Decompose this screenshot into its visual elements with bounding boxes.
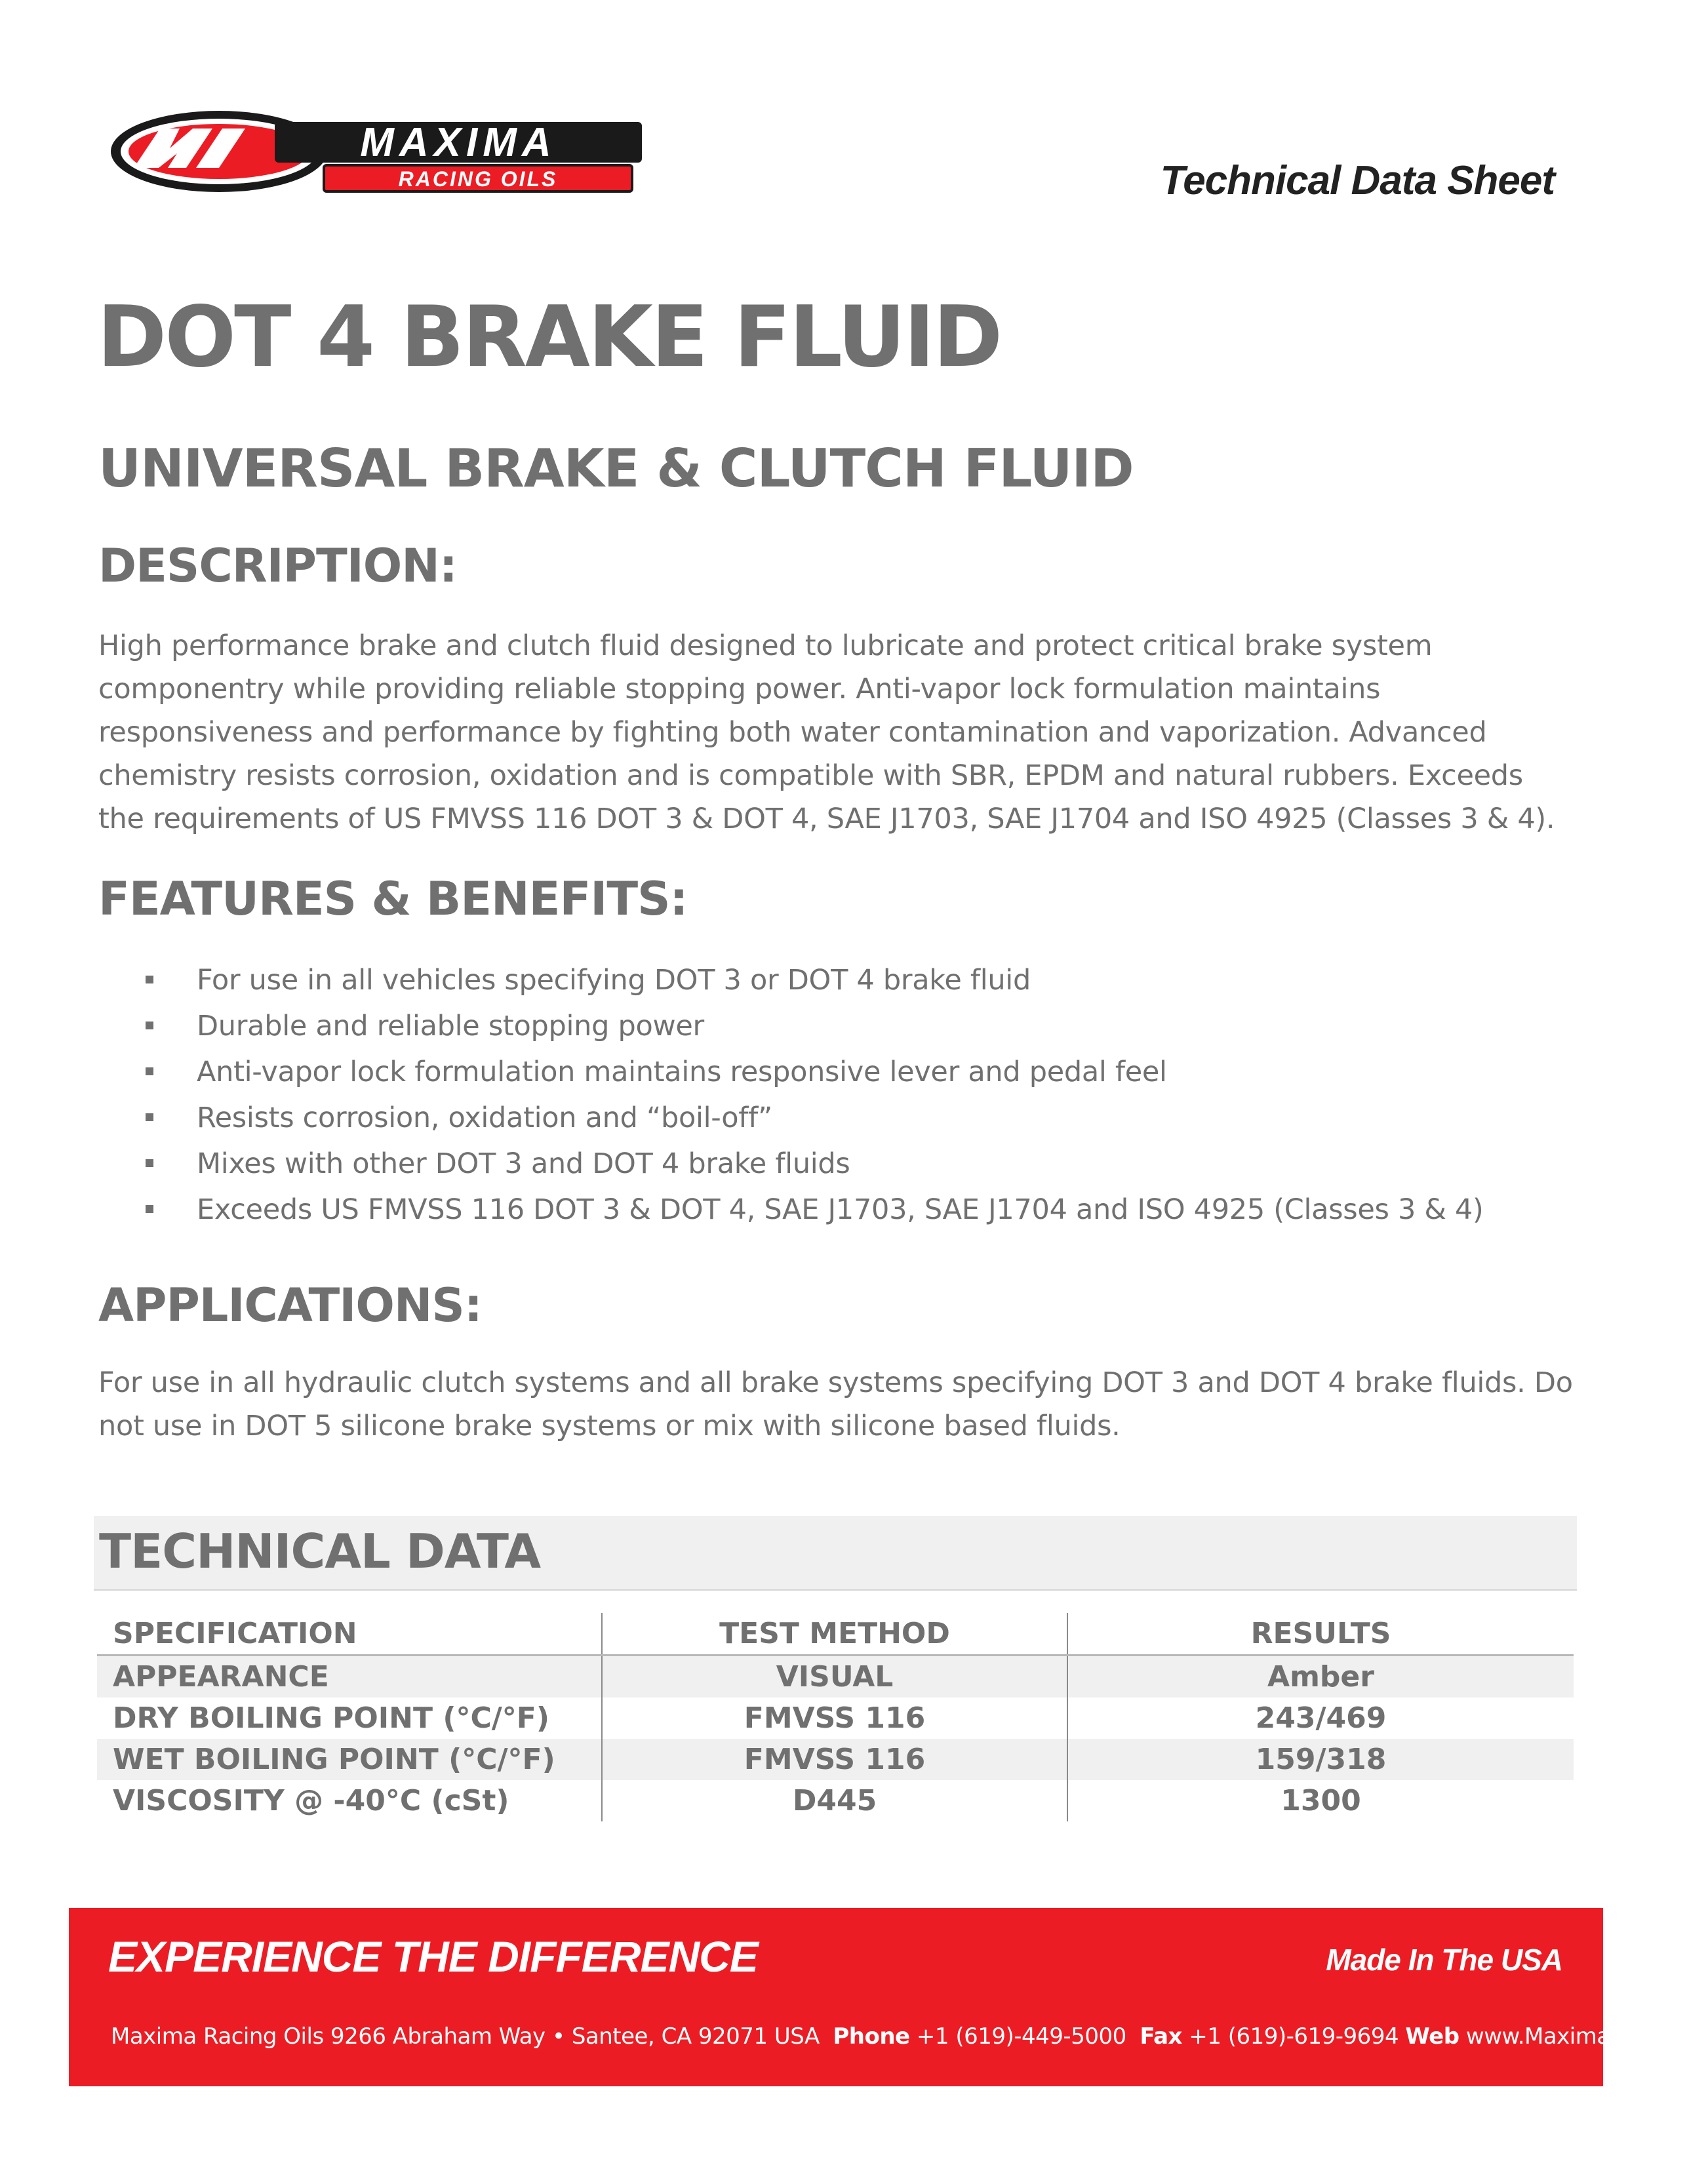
technical-data-heading: TECHNICAL DATA xyxy=(99,1524,541,1579)
footer-band xyxy=(69,1908,1708,2086)
svg-text:MAXIMA: MAXIMA xyxy=(360,120,557,165)
phone-number: +1 (619)-449-5000 xyxy=(916,2023,1126,2050)
method-cell: FMVSS 116 xyxy=(602,1739,1067,1780)
feature-item xyxy=(146,1003,1484,1049)
bullet-icon xyxy=(146,976,153,983)
features-heading: FEATURES & BENEFITS: xyxy=(98,872,688,926)
column-header-test-method: TEST METHOD xyxy=(602,1613,1067,1656)
feature-item xyxy=(146,1095,1484,1141)
feature-item xyxy=(146,1049,1484,1095)
web-label: Web xyxy=(1405,2023,1460,2050)
bullet-icon xyxy=(146,1067,153,1075)
result-cell: 159/318 xyxy=(1067,1739,1574,1780)
table-row xyxy=(97,1697,1574,1739)
method-cell: VISUAL xyxy=(602,1656,1067,1698)
result-cell: Amber xyxy=(1067,1656,1574,1698)
feature-text: Anti-vapor lock formulation maintains responsive lever and pedal feel xyxy=(197,1056,1167,1088)
feature-text: Durable and reliable stopping power xyxy=(197,1010,704,1042)
spec-cell: VISCOSITY @ -40°C (cSt) xyxy=(97,1780,602,1821)
feature-text: Mixes with other DOT 3 and DOT 4 brake fluids xyxy=(197,1147,850,1180)
fax-number: +1 (619)-619-9694 xyxy=(1189,2023,1399,2050)
feature-text: Exceeds US FMVSS 116 DOT 3 & DOT 4, SAE J1703, SAE J1704 and ISO 4925 (Classes 3 & 4) xyxy=(197,1193,1484,1226)
svg-text:RACING OILS: RACING OILS xyxy=(398,167,558,191)
applications-text: For use in all hydraulic clutch systems and all brake systems specifying DOT 3 and DOT 4 brake fluids. Do not use in DOT 5 silicone brake systems or mix with silicone based fluids. xyxy=(98,1366,1573,1442)
feature-text: For use in all vehicles specifying DOT 3 or DOT 4 brake fluid xyxy=(197,964,1031,997)
maxima-racing-oils-logo xyxy=(108,102,645,201)
column-header-specification: SPECIFICATION xyxy=(97,1613,602,1656)
table-row xyxy=(97,1739,1574,1780)
technical-data-band xyxy=(94,1516,1577,1591)
website-link[interactable]: www.MaximaUSA.com xyxy=(1465,2023,1708,2050)
feature-text: Resists corrosion, oxidation and “boil-off” xyxy=(197,1101,772,1134)
footer-slogan: EXPERIENCE THE DIFFERENCE xyxy=(108,1932,758,1981)
spec-cell: WET BOILING POINT (°C/°F) xyxy=(97,1739,602,1780)
table-header-row xyxy=(97,1613,1574,1656)
technical-data-table xyxy=(97,1613,1574,1821)
feature-item xyxy=(146,957,1484,1003)
bullet-icon xyxy=(146,1113,153,1121)
company-address: Maxima Racing Oils 9266 Abraham Way • Santee, CA 92071 USA xyxy=(111,2023,820,2050)
result-cell: 243/469 xyxy=(1255,1701,1387,1735)
column-header-results: RESULTS xyxy=(1067,1613,1574,1656)
made-in-usa-label: Made In The USA xyxy=(1326,1943,1562,1977)
footer-contact-line xyxy=(111,2023,1708,2050)
spec-cell: DRY BOILING POINT (°C/°F) xyxy=(97,1697,602,1739)
feature-item xyxy=(146,1141,1484,1187)
spec-cell: APPEARANCE xyxy=(97,1656,602,1698)
bullet-icon xyxy=(146,1205,153,1213)
result-cell: 1300 xyxy=(1281,1784,1361,1817)
product-subtitle: UNIVERSAL BRAKE & CLUTCH FLUID xyxy=(98,438,1134,499)
applications-heading: APPLICATIONS: xyxy=(98,1279,482,1332)
feature-item xyxy=(146,1187,1484,1233)
method-cell: FMVSS 116 xyxy=(602,1697,1067,1739)
bullet-icon xyxy=(146,1022,153,1029)
table-row xyxy=(97,1780,1574,1821)
phone-label: Phone xyxy=(833,2023,910,2050)
description-heading: DESCRIPTION: xyxy=(98,539,457,593)
fax-label: Fax xyxy=(1140,2023,1182,2050)
description-text: High performance brake and clutch fluid designed to lubricate and protect critical brake system componentry while providing reliable stopping power. Anti-vapor lock formulation maintains responsiveness and performance by fighting both water contamination and vaporization. Advanced chemistry resists corrosion, oxidation and is compatible with SBR, EPDM and natural rubbers. Exceeds the requirements of US FMVSS 116 DOT 3 & DOT 4, SAE J1703, SAE J1704 and ISO 4925 (Classes 3 & 4). xyxy=(98,629,1555,835)
features-list xyxy=(146,957,1484,1233)
document-type-label: Technical Data Sheet xyxy=(1160,158,1555,203)
product-title: DOT 4 BRAKE FLUID xyxy=(97,288,1001,386)
table-row xyxy=(97,1656,1574,1698)
bullet-icon xyxy=(146,1159,153,1167)
method-cell: D445 xyxy=(602,1780,1067,1821)
